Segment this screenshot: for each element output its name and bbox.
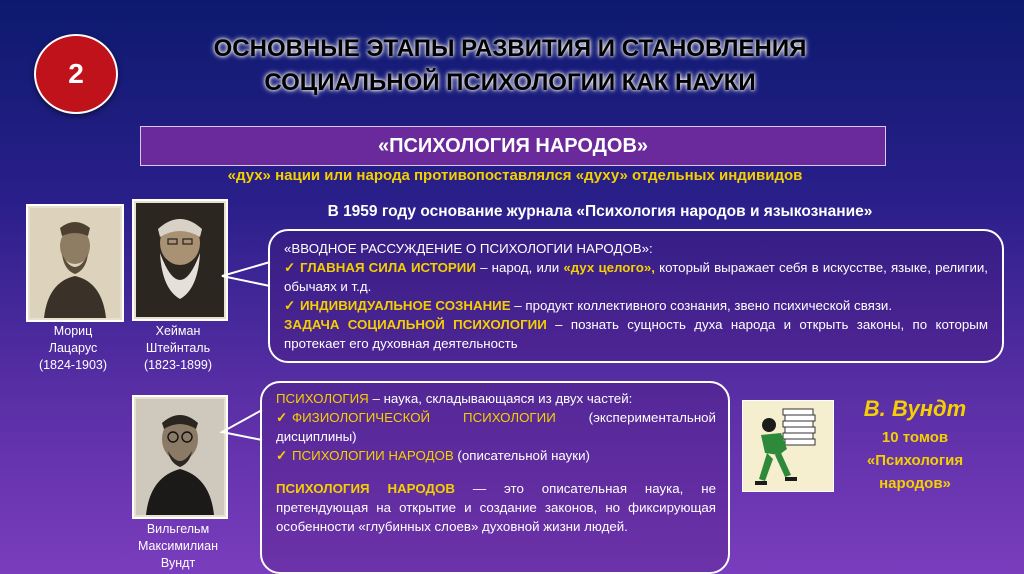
caption-wundt-middle: Максимилиан: [137, 539, 219, 553]
slide-number: 2: [68, 58, 84, 89]
caption-lazarus-years: (1824-1903): [38, 358, 108, 372]
box1-task: [284, 315, 988, 353]
box1-task-key: ЗАДАЧА СОЦИАЛЬНОЙ ПСИХОЛОГИИ: [284, 317, 547, 332]
callout-pointer-2: [222, 410, 262, 440]
journal-note: В 1959 году основание журнала «Психология народов и языкознание»: [327, 203, 873, 220]
box2-part-2: [276, 446, 716, 465]
man-carrying-books-icon: [743, 401, 833, 491]
caption-lazarus-first: Мориц: [53, 324, 93, 338]
box1-item-2-key: ИНДИВИДУАЛЬНОЕ СОЗНАНИЕ: [300, 298, 511, 313]
caption-wundt-first: Вильгельм: [146, 522, 210, 536]
check-icon: ✓: [284, 260, 296, 275]
box1-task-rest: – познать сущность духа народа и открыть законы, по которым протекает его духовная деятельность: [284, 317, 988, 351]
wundt-work-line-2: народов»: [879, 475, 951, 492]
caption-steinthal-first: Хейман: [155, 324, 201, 338]
box2-definition-rest: — это описательная наука, не претендующая на открытие и создание законов, но фиксирующая особенности «глубинных слоев» духовной жизни людей.: [276, 481, 716, 534]
caption-steinthal-years: (1823-1899): [143, 358, 213, 372]
box1-item-1-mid: – народ, или: [475, 260, 564, 275]
box2-definition-key: ПСИХОЛОГИЯ НАРОДОВ: [276, 481, 455, 496]
box2-part-1-rest: (экспериментальной дисциплины): [276, 410, 716, 444]
box2-part-1-key: ФИЗИОЛОГИЧЕСКОЙ ПСИХОЛОГИИ: [292, 410, 556, 425]
callout-pointer-1: [222, 262, 270, 286]
title-line-1: ОСНОВНЫЕ ЭТАПЫ РАЗВИТИЯ И СТАНОВЛЕНИЯ: [213, 35, 807, 62]
callout-box-2: [260, 381, 730, 574]
wundt-volumes: 10 томов: [881, 429, 949, 446]
box1-item-1-highlight: «дух целого»,: [563, 260, 655, 275]
box2-part-2-rest: (описательной науки): [453, 448, 590, 463]
clipart-man-carrying-books: [742, 400, 834, 492]
check-icon: ✓: [284, 298, 296, 313]
caption-lazarus-last: Лацарус: [48, 341, 98, 355]
wundt-name: В. Вундт: [863, 396, 967, 421]
box2-part-2-key: ПСИХОЛОГИИ НАРОДОВ: [292, 448, 454, 463]
wundt-info: [840, 396, 990, 495]
section-header-label: «ПСИХОЛОГИЯ НАРОДОВ»: [377, 134, 649, 157]
check-icon: ✓: [276, 410, 288, 425]
subtitle: «дух» нации или народа противопоставлялся «духу» отдельных индивидов: [227, 167, 803, 184]
box1-heading: «ВВОДНОЕ РАССУЖДЕНИЕ О ПСИХОЛОГИИ НАРОДОВ»:: [284, 241, 653, 256]
box2-intro-rest: – наука, складывающаяся из двух частей:: [368, 391, 633, 406]
box2-part-1: [276, 408, 716, 446]
caption-steinthal-last: Штейнталь: [145, 341, 211, 355]
box2-intro-key: ПСИХОЛОГИЯ: [276, 391, 369, 406]
box2-intro: [276, 389, 716, 408]
box1-item-1-key: ГЛАВНАЯ СИЛА ИСТОРИИ: [300, 260, 476, 275]
title-line-2: СОЦИАЛЬНОЙ ПСИХОЛОГИИ КАК НАУКИ: [264, 69, 756, 96]
box1-item-1: [284, 258, 988, 296]
box2-definition: [276, 479, 716, 536]
callout-box-1: [268, 229, 1004, 363]
box1-item-2: [284, 296, 988, 315]
box1-item-1-rest: который выражает себя в искусстве, языке, религии, обычаях и т.д.: [284, 260, 989, 294]
check-icon: ✓: [276, 448, 288, 463]
wundt-work-line-1: «Психология: [866, 452, 964, 469]
caption-wundt-last: Вундт: [160, 556, 196, 570]
box1-item-2-rest: – продукт коллективного сознания, звено психической связи.: [510, 298, 893, 313]
